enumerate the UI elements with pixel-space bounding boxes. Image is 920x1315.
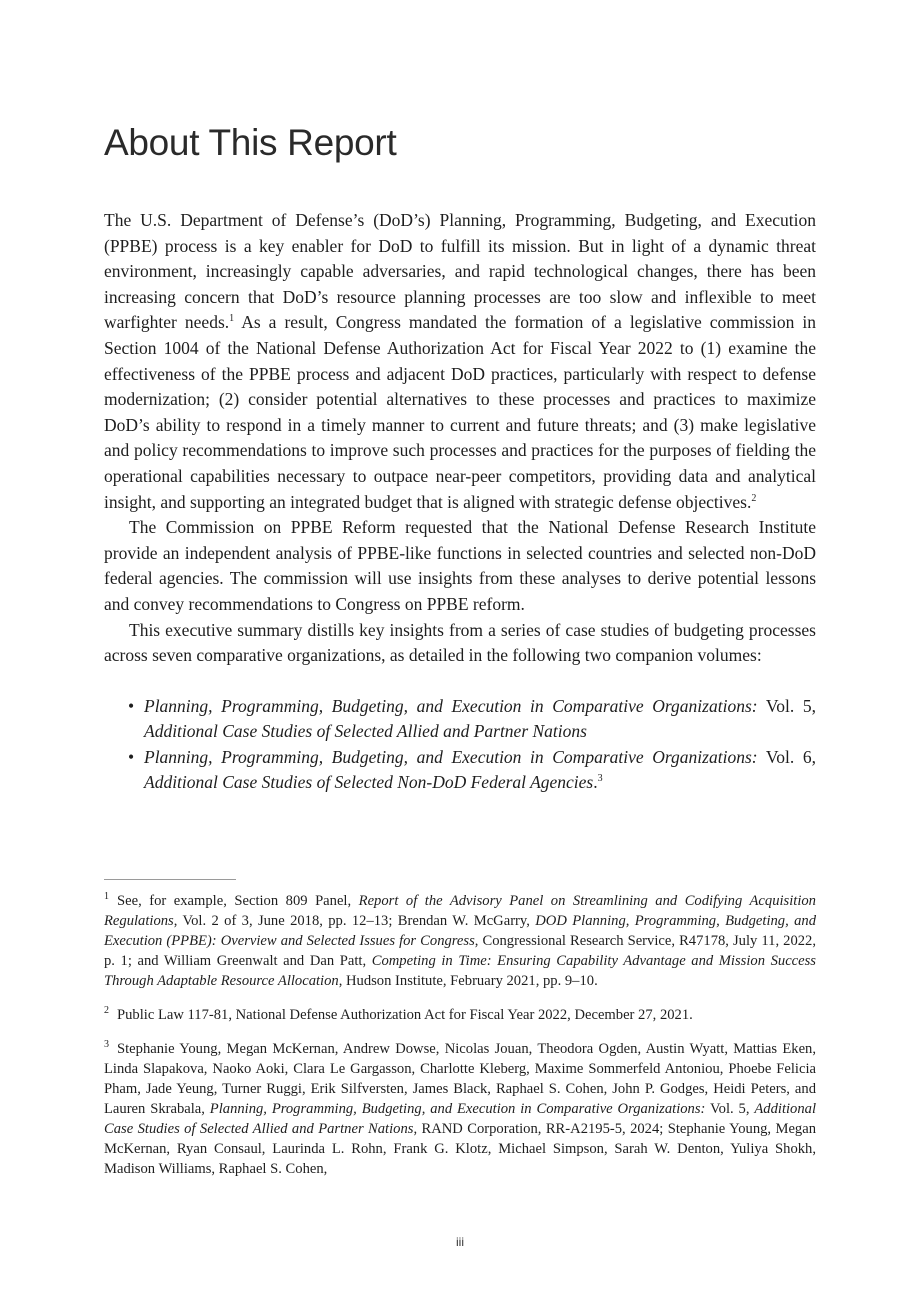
footnote-2 [104, 1001, 816, 1025]
footnote-ref-2[interactable]: 2 [751, 492, 757, 504]
footnote-divider [104, 879, 236, 880]
page-number: iii [456, 1235, 464, 1249]
footnote-citation-title: Report of the Advisory Panel on Streamlining and Codifying Acquisition Regulations [104, 892, 816, 929]
paragraph-summary: This executive summary distills key insights from a series of case studies of budgeting processes across seven comparative organizations, as detailed in the following two companion volumes: [104, 619, 816, 666]
volume-subtitle: Additional Case Studies of Selected Non-DoD Federal Agencies [144, 772, 594, 793]
footnote-text: Stephanie Young, Megan McKernan, Andrew Dowse, Nicolas Jouan, Theodora Ogden, Austin Wyatt, Mattias Eken, Linda Slapakova, Naoko Aoki, Clara Le Gargasson, Charlotte Kleberg, Maxime Sommerfeld Antoniou, Phoebe Felicia Pham, Jade Yeung, Turner Ruggi, Erik Silfversten, James Black, Raphael S. Cohen, John P. Godges, Heidi Peters, and Lauren Skrabala, [104, 1040, 816, 1117]
footnote-text: See, for example, Section 809 Panel, [117, 892, 359, 909]
paragraph-commission: The Commission on PPBE Reform requested that the National Defense Research Institute provide an independent analysis of PPBE-like functions in selected countries and selected non-DoD federal agencies. The commission will use insights from these analyses to derive potential lessons and convey recommendations to Congress on PPBE reform. [104, 517, 816, 614]
footnote-text: Vol. 5, [705, 1100, 755, 1117]
companion-volume-list [104, 694, 816, 796]
list-item [104, 745, 816, 796]
footnotes [104, 887, 816, 1189]
footnote-citation-title: DOD Planning, Programming, Budgeting, and Execution (PPBE): Overview and Selected Issues for Congress [104, 912, 816, 949]
footnote-text: Public Law 117-81, National Defense Authorization Act for Fiscal Year 2022, December 27, 2021. [117, 1006, 693, 1023]
volume-number: Vol. 5, [757, 695, 816, 716]
footnote-citation-title: Additional Case Studies of Selected Allied and Partner Nations [104, 1100, 816, 1137]
footnote-number: 2 [104, 1004, 109, 1016]
volume-subtitle: Additional Case Studies of Selected Allied and Partner Nations [144, 721, 587, 742]
footnote-text: , Vol. 2 of 3, June 2018, pp. 12–13; Brendan W. McGarry, [173, 912, 536, 929]
page-title: About This Report [104, 122, 397, 163]
body-text [104, 208, 816, 796]
footnote-text: , Congressional Research Service, R47178, July 11, 2022, p. 1; and William Greenwalt and Dan Patt, [104, 932, 816, 969]
footnote-text: , RAND Corporation, RR-A2195-5, 2024; Stephanie Young, Megan McKernan, Ryan Consaul, Laurinda L. Rohn, Frank G. Klotz, Michael Simpson, Sarah W. Denton, Yuliya Shokh, Madison Williams, Raphael S. Cohen, [104, 1120, 816, 1177]
footnote-ref-1[interactable]: 1 [229, 313, 235, 325]
footnote-3 [104, 1035, 816, 1179]
footnote-ref-3[interactable]: 3 [597, 773, 603, 785]
volume-series-title: Planning, Programming, Budgeting, and Execution in Comparative Organizations: [144, 695, 758, 716]
volume-end: . [593, 772, 598, 793]
paragraph-intro [104, 208, 816, 515]
footnote-text: , Hudson Institute, February 2021, pp. 9–10. [338, 972, 598, 989]
paragraph-intro-part-2: As a result, Congress mandated the formation of a legislative commission in Section 1004 of the National Defense Authorization Act for Fiscal Year 2022 to (1) examine the effectiveness of the PPBE process and adjacent DoD practices, particularly with respect to defense modernization; (2) consider potential alternatives to these processes and practices to maximize DoD’s ability to respond in a timely manner to current and future threats; and (3) make legislative and policy recommendations to improve such processes and practices for the purposes of fielding the operational capabilities necessary to outpace near-peer competitors, providing data and analytical insight, and supporting an integrated budget that is aligned with strategic defense objectives. [104, 312, 816, 512]
volume-series-title: Planning, Programming, Budgeting, and Execution in Comparative Organizations: [144, 746, 758, 767]
list-item [104, 694, 816, 745]
footnote-1 [104, 887, 816, 991]
paragraph-intro-part-1: The U.S. Department of Defense’s (DoD’s) Planning, Programming, Budgeting, and Execution (PPBE) process is a key enabler for DoD to fulfill its mission. But in light of a dynamic threat environment, increasingly capable adversaries, and rapid technological changes, there has been increasing concern that DoD’s resource planning processes are too slow and inflexible to meet warfighter needs. [104, 210, 816, 333]
footnote-number: 3 [104, 1038, 109, 1050]
footnote-citation-title: Planning, Programming, Budgeting, and Execution in Comparative Organizations: [209, 1100, 706, 1117]
volume-number: Vol. 6, [757, 746, 816, 767]
footnote-citation-title: Competing in Time: Ensuring Capability Advantage and Mission Success Through Adaptable Resource Allocation [104, 952, 816, 989]
footnote-number: 1 [104, 891, 109, 902]
